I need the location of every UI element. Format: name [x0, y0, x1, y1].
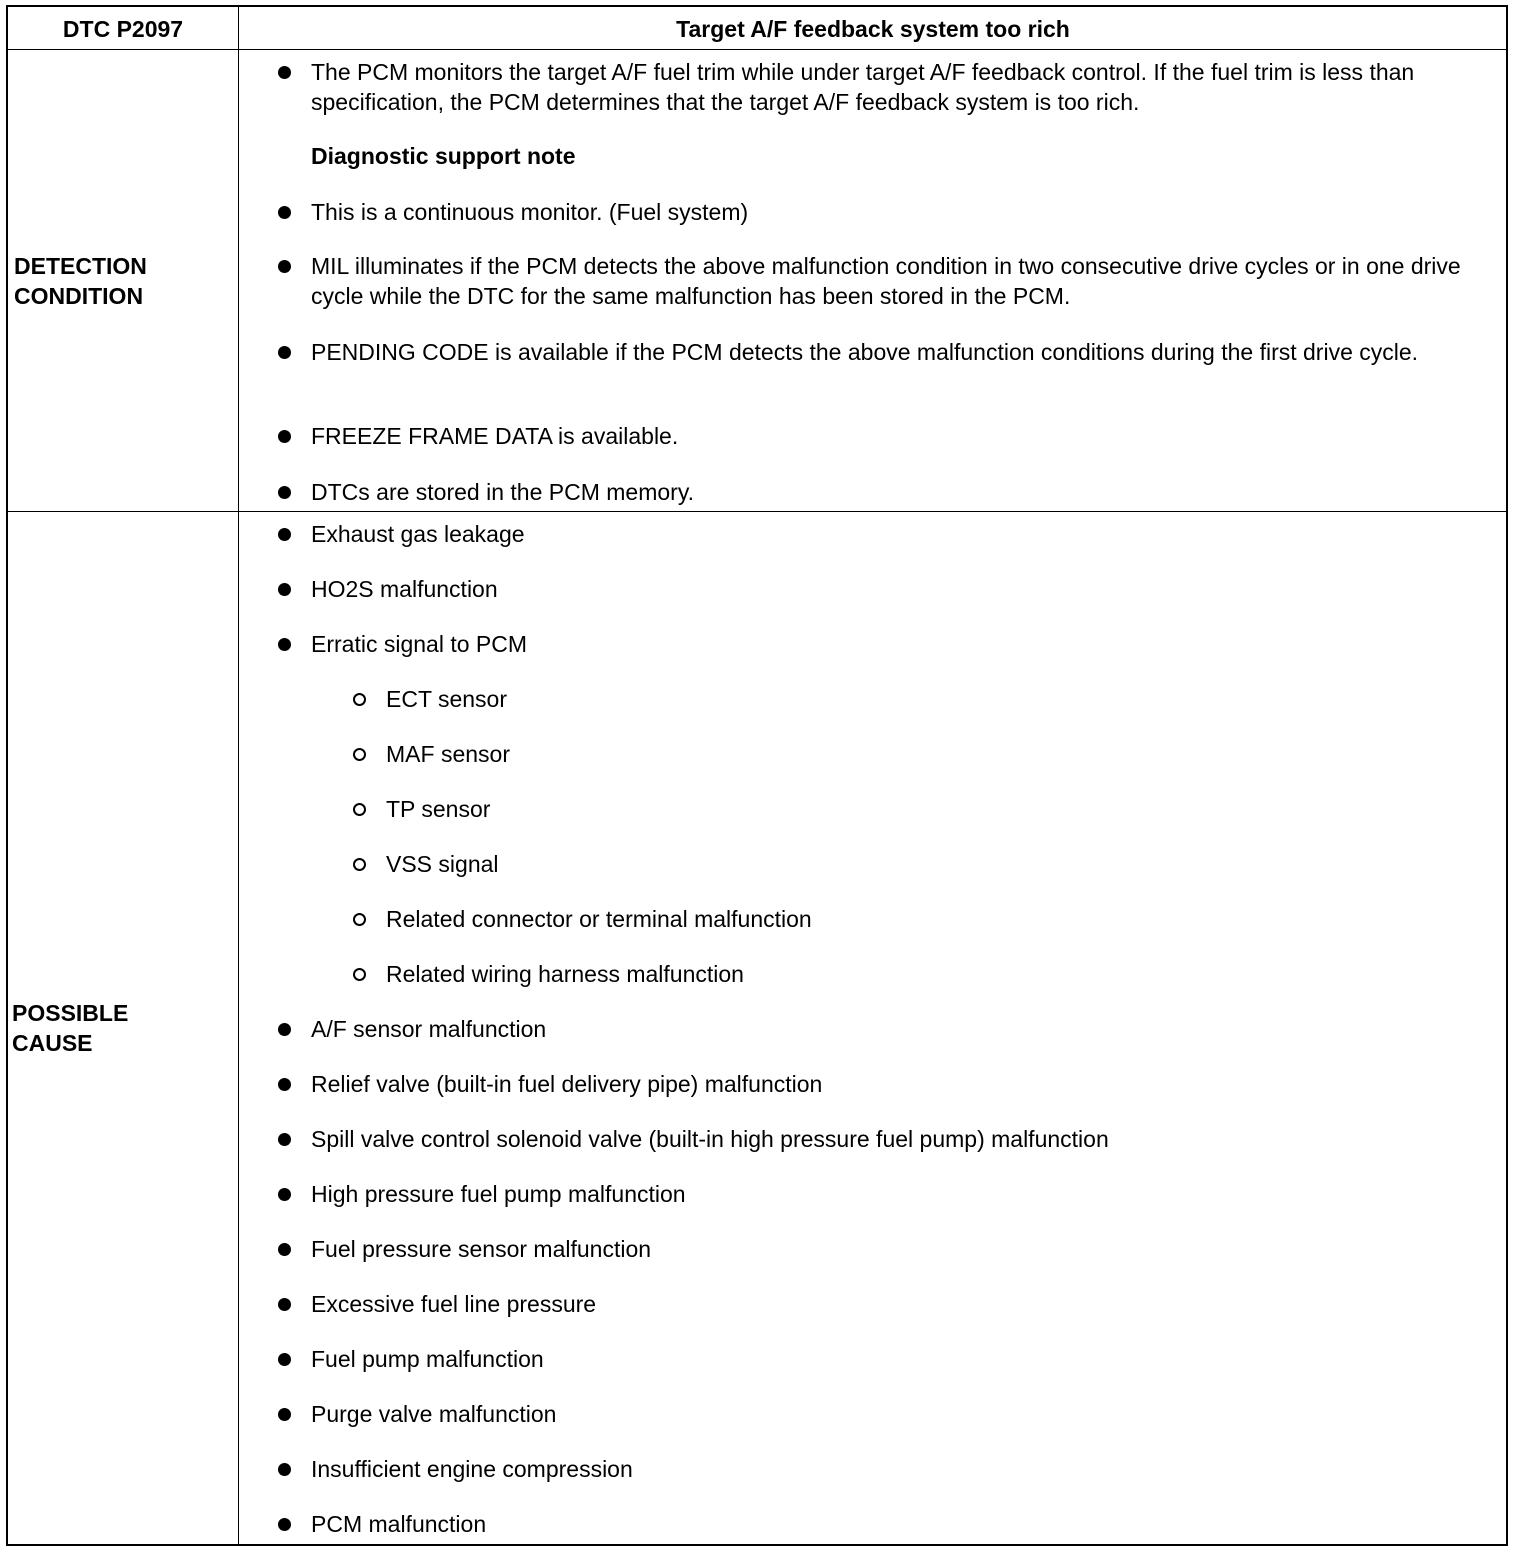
header-divider: [8, 49, 1506, 50]
bullet-icon: [278, 1518, 291, 1531]
bullet-icon: [278, 638, 291, 651]
bullet-icon: [278, 206, 291, 219]
list-item: Purge valve malfunction: [311, 1399, 1471, 1429]
bullet-icon: [278, 486, 291, 499]
list-item: PENDING CODE is available if the PCM detects the above malfunction conditions during the first drive cycle.: [311, 337, 1471, 367]
bullet-icon: [278, 1463, 291, 1476]
list-item: A/F sensor malfunction: [311, 1014, 1471, 1044]
sub-list-item: VSS signal: [386, 849, 1520, 879]
hollow-bullet-icon: [353, 748, 366, 761]
column-divider: [238, 7, 239, 1544]
bullet-icon: [278, 583, 291, 596]
hollow-bullet-icon: [353, 968, 366, 981]
list-item: HO2S malfunction: [311, 574, 1471, 604]
diagnostic-support-note: Diagnostic support note: [311, 143, 576, 169]
list-item: Fuel pressure sensor malfunction: [311, 1234, 1471, 1264]
bullet-icon: [278, 1243, 291, 1256]
bullet-icon: [278, 528, 291, 541]
bullet-icon: [278, 346, 291, 359]
list-item: DTCs are stored in the PCM memory.: [311, 477, 1471, 507]
possible-cause-label: [12, 998, 128, 1058]
hollow-bullet-icon: [353, 693, 366, 706]
detection-condition-label: [14, 251, 147, 311]
bullet-icon: [278, 260, 291, 273]
list-item: PCM malfunction: [311, 1509, 1471, 1539]
bullet-icon: [278, 1133, 291, 1146]
hollow-bullet-icon: [353, 803, 366, 816]
list-item: High pressure fuel pump malfunction: [311, 1179, 1471, 1209]
list-item: Erratic signal to PCM: [311, 629, 1471, 659]
sub-list-item: TP sensor: [386, 794, 1520, 824]
bullet-icon: [278, 1078, 291, 1091]
cause-label-line2: CAUSE: [12, 1030, 93, 1056]
sub-list-item: ECT sensor: [386, 684, 1520, 714]
bullet-icon: [278, 430, 291, 443]
bullet-icon: [278, 1188, 291, 1201]
list-item: Insufficient engine compression: [311, 1454, 1471, 1484]
list-item: Fuel pump malfunction: [311, 1344, 1471, 1374]
sub-list-item: Related wiring harness malfunction: [386, 959, 1520, 989]
detection-label-line1: DETECTION: [14, 253, 147, 279]
bullet-icon: [278, 1298, 291, 1311]
bullet-icon: [278, 1408, 291, 1421]
sub-list-item: MAF sensor: [386, 739, 1520, 769]
bullet-icon: [278, 1023, 291, 1036]
list-item: The PCM monitors the target A/F fuel trim while under target A/F feedback control. If the fuel trim is less than specification, the PCM determines that the target A/F feedback system is too rich.: [311, 57, 1471, 117]
list-item: Relief valve (built-in fuel delivery pipe) malfunction: [311, 1069, 1471, 1099]
cause-label-line1: POSSIBLE: [12, 1000, 129, 1026]
list-item: MIL illuminates if the PCM detects the above malfunction condition in two consecutive drive cycles or in one drive cycle while the DTC for the same malfunction has been stored in the PCM.: [311, 251, 1471, 311]
dtc-title-header: Target A/F feedback system too rich: [676, 16, 1070, 42]
sub-list-item: Related connector or terminal malfunction: [386, 904, 1520, 934]
list-item: Excessive fuel line pressure: [311, 1289, 1471, 1319]
hollow-bullet-icon: [353, 858, 366, 871]
list-item: This is a continuous monitor. (Fuel system): [311, 197, 1471, 227]
list-item: Spill valve control solenoid valve (built-in high pressure fuel pump) malfunction: [311, 1124, 1471, 1154]
bullet-icon: [278, 66, 291, 79]
list-item: Exhaust gas leakage: [311, 519, 1471, 549]
list-item: FREEZE FRAME DATA is available.: [311, 421, 1471, 451]
row-divider: [8, 511, 1506, 512]
detection-label-line2: CONDITION: [14, 283, 144, 309]
bullet-icon: [278, 1353, 291, 1366]
dtc-code-header: DTC P2097: [62, 16, 184, 42]
hollow-bullet-icon: [353, 913, 366, 926]
